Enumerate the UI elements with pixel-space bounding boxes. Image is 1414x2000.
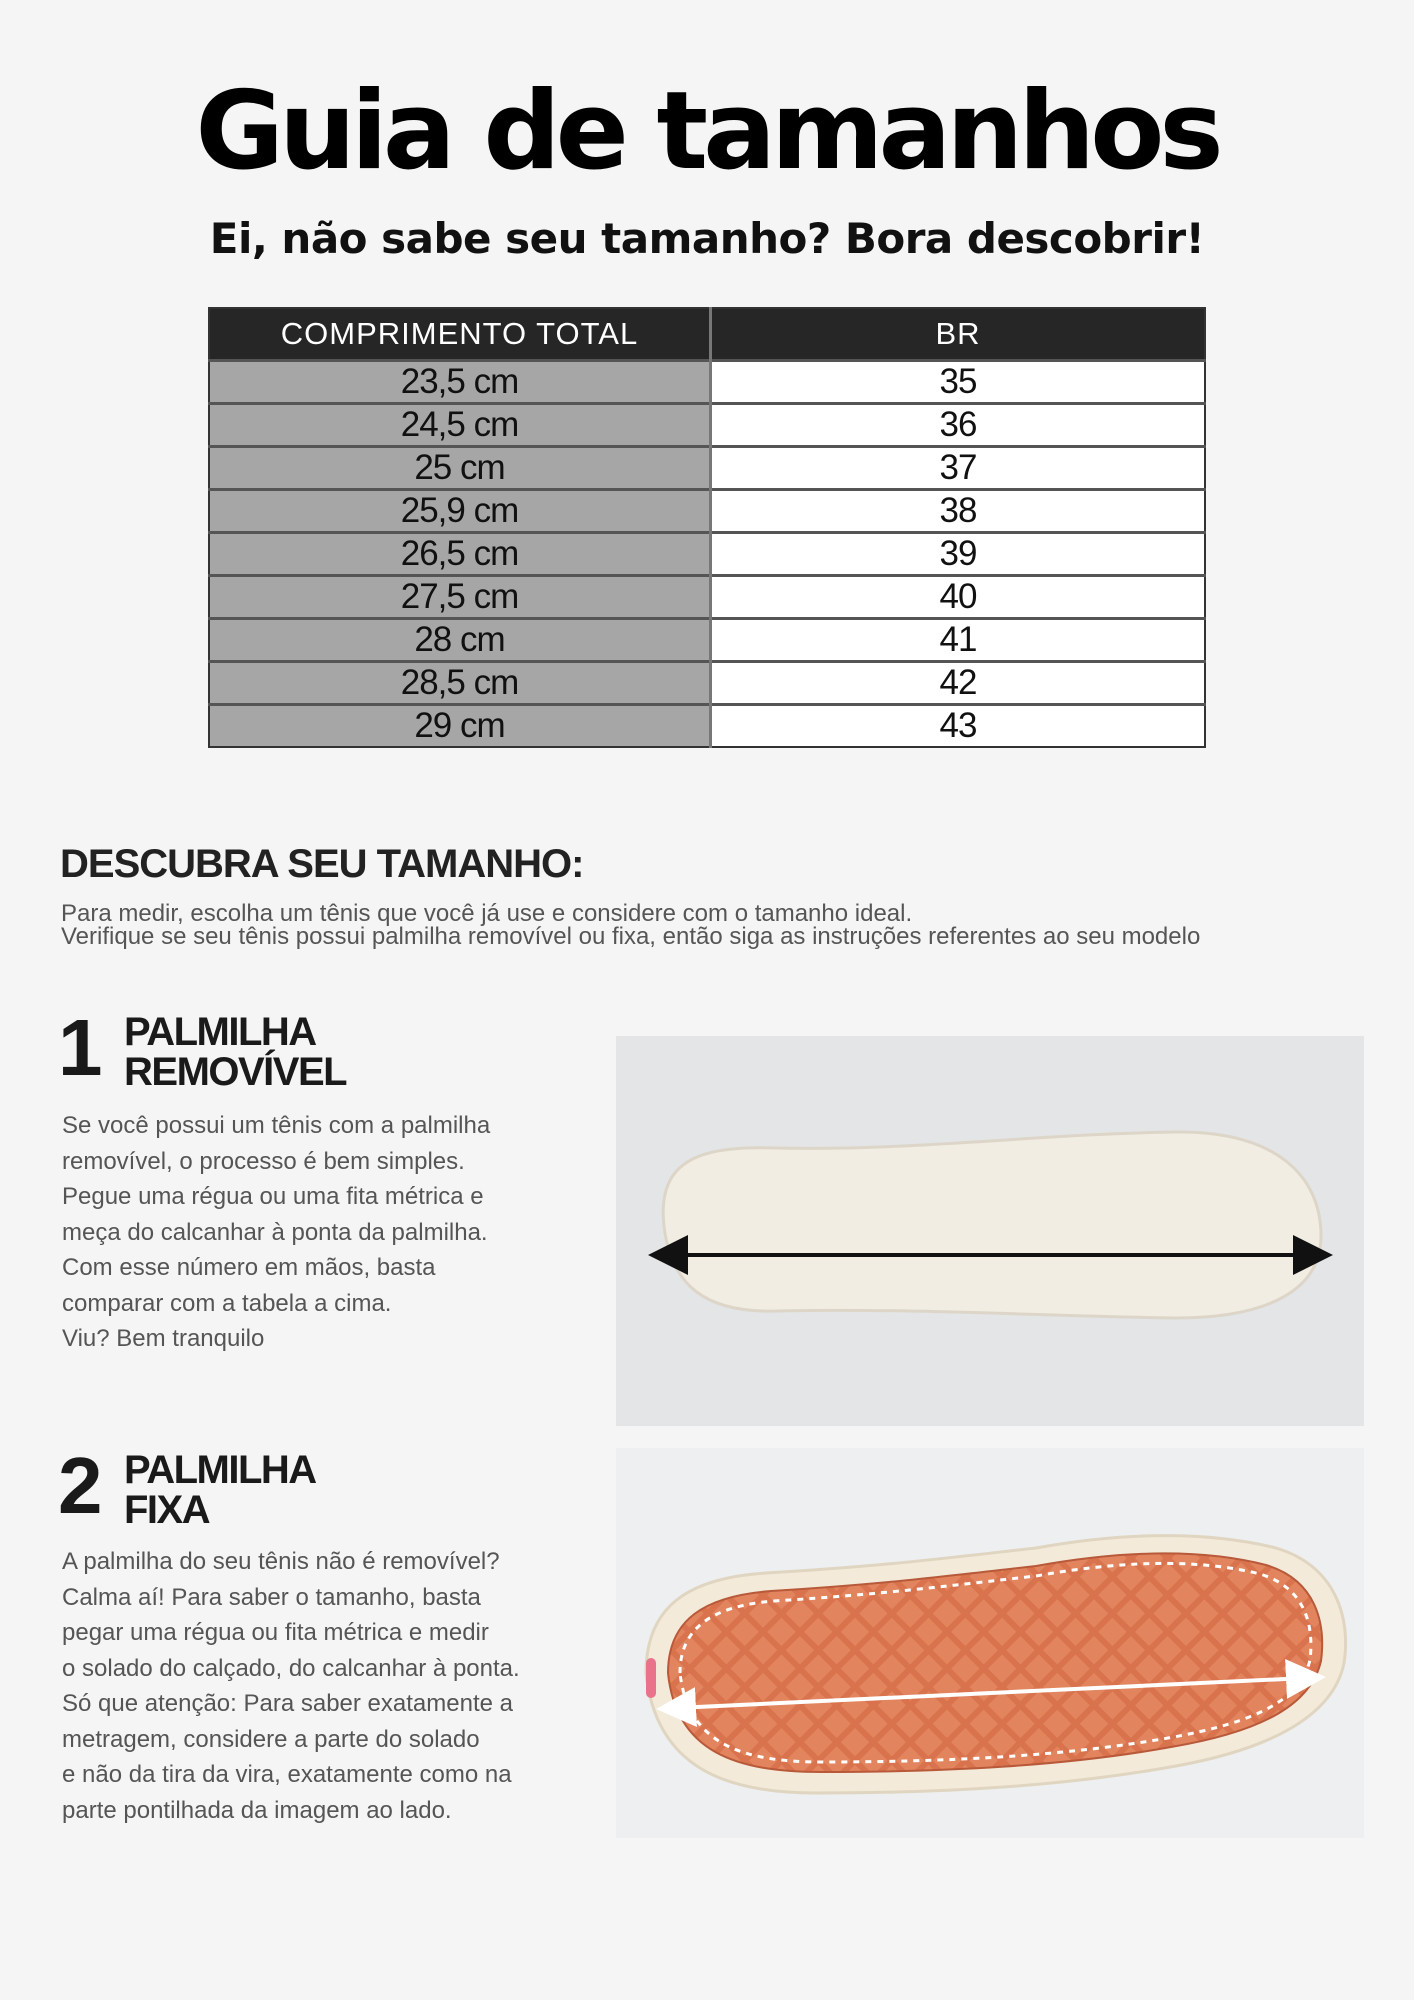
sole-photo — [616, 1448, 1364, 1838]
step-text-line: Viu? Bem tranquilo — [62, 1325, 265, 1352]
step-text-line: e não da tira da vira, exatamente como na — [62, 1761, 512, 1788]
step-description — [62, 1544, 582, 1828]
length-cell: 28 cm — [209, 619, 711, 662]
br-size-cell: 43 — [711, 705, 1206, 748]
intro-line: Verifique se seu tênis possui palmilha removível ou fixa, então siga as instruções referentes ao seu modelo — [61, 923, 1201, 950]
length-cell: 23,5 cm — [209, 361, 711, 404]
table-row — [209, 490, 1205, 533]
insole-measure-illustration — [616, 1036, 1364, 1426]
step-text-line: Só que atenção: Para saber exatamente a — [62, 1690, 513, 1717]
sole-measure-illustration — [616, 1448, 1364, 1838]
column-header-br: BR — [711, 308, 1206, 361]
length-cell: 28,5 cm — [209, 662, 711, 705]
length-cell: 25,9 cm — [209, 490, 711, 533]
step-label — [124, 1012, 544, 1092]
table-row — [209, 533, 1205, 576]
step-text-line: pegar uma régua ou fita métrica e medir — [62, 1619, 489, 1646]
insole-shape — [663, 1132, 1321, 1318]
heel-tab — [646, 1658, 656, 1698]
column-header-length: COMPRIMENTO TOTAL — [209, 308, 711, 361]
step-text-line: removível, o processo é bem simples. — [62, 1147, 465, 1175]
insole-photo — [616, 1036, 1364, 1426]
table-row — [209, 705, 1205, 748]
intro-line: Para medir, escolha um tênis que você já use e considere com o tamanho ideal. — [61, 900, 913, 927]
step-text-line: A palmilha do seu tênis não é removível? — [62, 1548, 500, 1575]
table-row — [209, 619, 1205, 662]
br-size-cell: 36 — [711, 404, 1206, 447]
length-cell: 27,5 cm — [209, 576, 711, 619]
step-text-line: parte pontilhada da imagem ao lado. — [62, 1796, 452, 1824]
table-row — [209, 404, 1205, 447]
step-text-line: meça do calcanhar à ponta da palmilha. — [62, 1218, 488, 1246]
table-row — [209, 662, 1205, 705]
length-cell: 25 cm — [209, 447, 711, 490]
step-text-line: Se você possui um tênis com a palmilha — [62, 1112, 491, 1139]
step-text-line: o solado do calçado, do calcanhar à ponta. — [62, 1654, 520, 1682]
step-number: 2 — [58, 1441, 103, 1530]
table-row — [209, 361, 1205, 404]
br-size-cell: 35 — [711, 361, 1206, 404]
table-header-row — [209, 308, 1205, 361]
step-label — [124, 1450, 544, 1530]
br-size-cell: 38 — [711, 490, 1206, 533]
howto-intro — [61, 902, 1391, 948]
howto-heading: DESCUBRA SEU TAMANHO: — [60, 842, 584, 886]
table-row — [209, 447, 1205, 490]
page-title: Guia de tamanhos — [195, 69, 1219, 194]
br-size-cell: 42 — [711, 662, 1206, 705]
br-size-cell: 39 — [711, 533, 1206, 576]
step-description — [62, 1108, 582, 1357]
step-label-line: REMOVÍVEL — [124, 1050, 347, 1094]
step-label-line: PALMILHA — [124, 1010, 316, 1054]
br-size-cell: 41 — [711, 619, 1206, 662]
step-text-line: Pegue uma régua ou uma fita métrica e — [62, 1183, 484, 1210]
length-cell: 24,5 cm — [209, 404, 711, 447]
br-size-cell: 37 — [711, 447, 1206, 490]
step-text-line: Com esse número em mãos, basta — [62, 1254, 436, 1281]
page-subtitle: Ei, não sabe seu tamanho? Bora descobrir! — [209, 214, 1205, 263]
step-text-line: Calma aí! Para saber o tamanho, basta — [62, 1583, 481, 1611]
length-cell: 26,5 cm — [209, 533, 711, 576]
step-label-line: PALMILHA — [124, 1448, 316, 1492]
br-size-cell: 40 — [711, 576, 1206, 619]
step-number: 1 — [58, 1003, 103, 1092]
step-label-line: FIXA — [124, 1488, 210, 1532]
step-text-line: metragem, considere a parte do solado — [62, 1725, 480, 1753]
step-text-line: comparar com a tabela a cima. — [62, 1289, 392, 1317]
table-row — [209, 576, 1205, 619]
size-table — [208, 307, 1206, 748]
length-cell: 29 cm — [209, 705, 711, 748]
